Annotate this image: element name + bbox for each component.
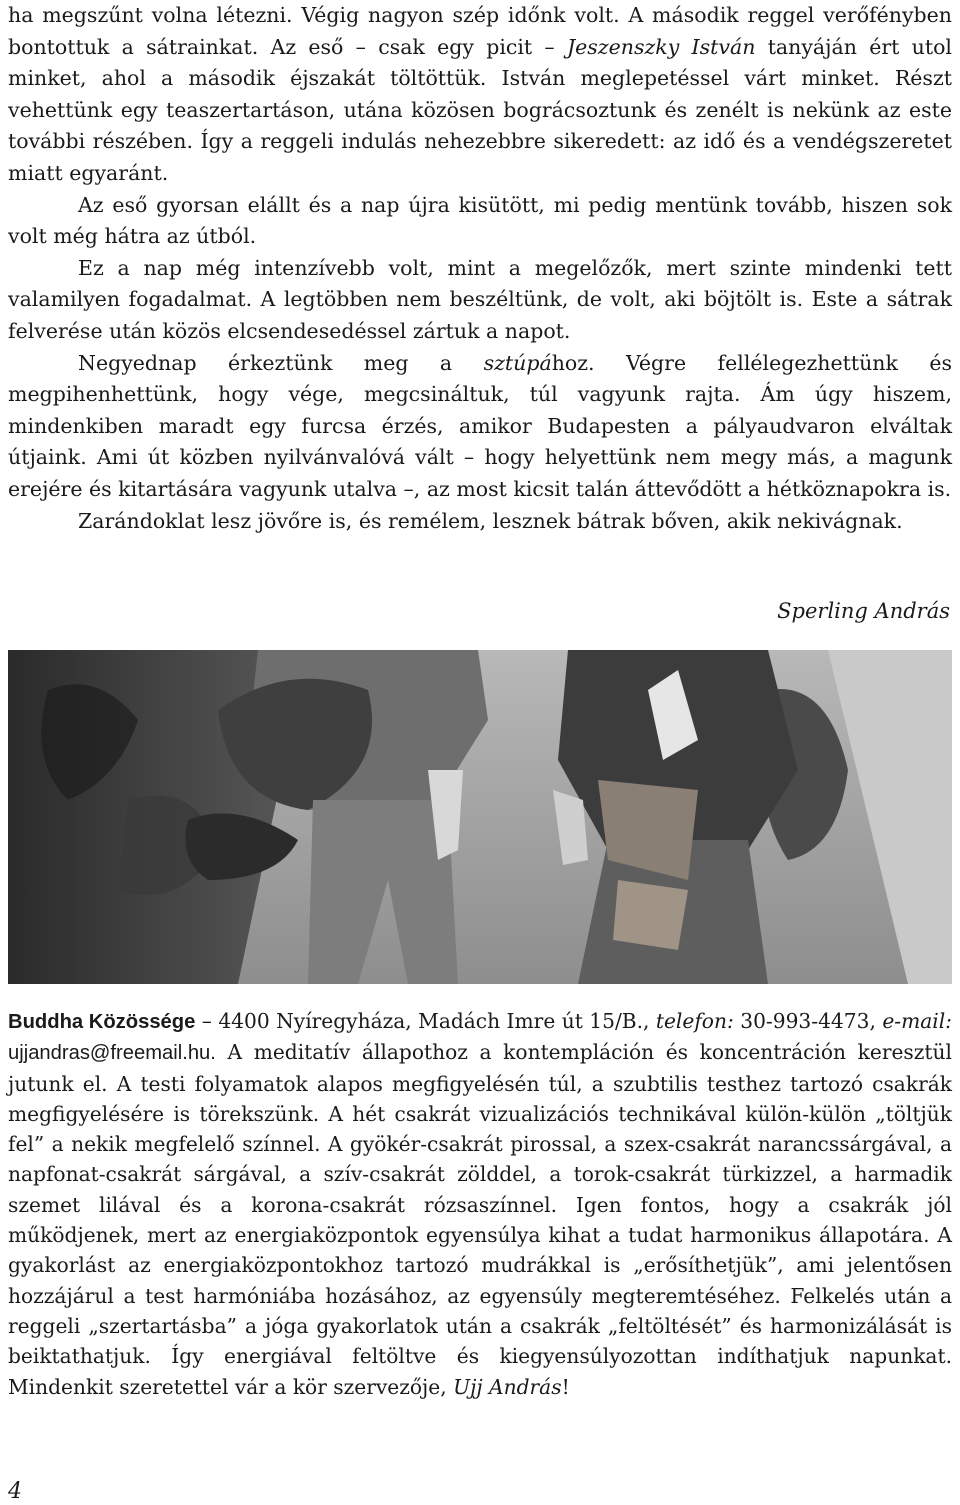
community-notice (8, 1006, 952, 1402)
article-text (8, 0, 952, 537)
address: – 4400 Nyíregyháza, Madách Imre út 15/B., (195, 1009, 656, 1033)
paragraph-1 (8, 0, 952, 190)
author-signature: Sperling András (777, 599, 950, 623)
stupa-term: sztúpá (483, 350, 552, 375)
paragraph-3: Ez a nap még intenzívebb volt, mint a megelőzők, mert szinte mindenki tett valamilyen fogadalmat. A legtöbben nem beszéltünk, de volt, aki böjtölt is. Este a sátrak felverése után közös elcsendesedéssel zártuk a napot. (8, 255, 952, 343)
paragraph-2: Az eső gyorsan elállt és a nap újra kisütött, mi pedig mentünk tovább, hiszen sok volt még hátra az útból. (8, 192, 952, 249)
notice-paragraph (8, 1006, 952, 1402)
page-number: 4 (8, 1479, 22, 1504)
text-run: tanyáján ért utol minket, ahol a második éjszakát töltöttük. István meglepetéssel várt minket. Részt vehettünk egy teaszertartáson, utána közösen bográcsoztunk és zenélt is nekünk az este további részében. Így a reggeli indulás nehezebbre sikeredett: az idő és a vendégszeretet miatt egyaránt. (8, 34, 952, 185)
text-run: ha megszűnt volna létezni. Végig nagyon szép időnk volt. A második reggel verőfényben bontottuk a sátrainkat. Az eső – csak egy picit – (8, 3, 952, 59)
email-label: e-mail: (882, 1009, 952, 1033)
organizer-name: Ujj András (453, 1374, 562, 1399)
email-address[interactable]: ujjandras@freemail.hu. (8, 1042, 216, 1065)
pilgrims-photo (8, 650, 952, 984)
text-run: hoz. Végre fellélegezhettünk és megpihenhettünk, hogy vége, megcsináltuk, túl vagyunk rajta. Ám úgy hiszem, mindenkiben maradt egy furcsa érzés, amikor Budapesten a pályaudvaron elváltak útjaink. Ami út közben nyilvánvalóvá vált – hogy helyettünk nem megy más, a magunk erejére és kitartására vagyunk utalva –, az most kicsit talán áttevődött a hétköznapokra is. (8, 350, 952, 501)
text-run: ! (561, 1374, 570, 1399)
phone-number: 30-993-4473, (733, 1009, 883, 1033)
text-run: Negyednap érkeztünk meg a (78, 350, 484, 375)
notice-body: A meditatív állapothoz a kontempláción és koncentráción keresztül jutunk el. A testi folyamatok alapos megfigyelésén túl, a szubtilis testhez tartozó csakrák megfigyelésére is törekszünk. A hét csakrát vizualizációs technikával külön-külön „töltjük fel” a nekik megfelelő színnel. A gyökér-csakrát pirossal, a szex-csakrát narancssárgával, a napfonat-csakrát sárgával, a szív-csakrát zölddel, a torok-csakrát türkizzel, a harmadik szemet lilával és a korona-csakrát rózsaszínnel. Igen fontos, hogy a csakrák jól működjenek, mert az energiaközpontok egyensúlya kihat a tudat harmonikus állapotára. A gyakorlást az energiaközpontokhoz tartozó mudrákkal is „erősíthetjük”, ami jelentősen hozzájárul a test harmóniába hozásához, az egyensúly megteremtéséhez. Felkelés után a reggeli „szertartásba” a jóga gyakorlatok után a csakrák „feltöltését” és harmonizálását is beiktathatjuk. Így energiával feltöltve és kiegyensúlyozottan indíthatjuk napunkat. Mindenkit szeretettel vár a kör szervezője, (8, 1040, 952, 1399)
paragraph-5: Zarándoklat lesz jövőre is, és remélem, lesznek bátrak bőven, akik nekivágnak. (78, 508, 903, 533)
paragraph-4 (8, 348, 952, 506)
person-name: Jeszenszky István (566, 34, 756, 59)
organization-name: Buddha Közössége (8, 1011, 196, 1033)
phone-label: telefon: (655, 1009, 734, 1033)
